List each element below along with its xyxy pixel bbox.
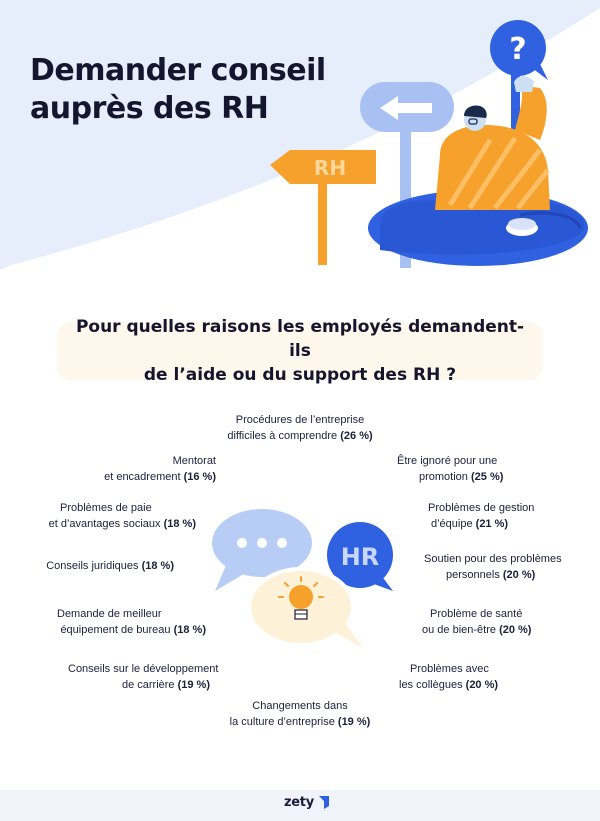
reason-percent: (21 %) bbox=[475, 518, 509, 530]
logo-mark-icon bbox=[317, 796, 329, 809]
reason-text: Procédures de l’entreprise bbox=[235, 414, 365, 426]
reason-text: Mentorat bbox=[172, 455, 216, 467]
reason-text: Conseils sur le développement bbox=[68, 663, 219, 675]
hr-bubble-label: HR bbox=[340, 543, 380, 571]
question-line-2: de l’aide ou du support des RH ? bbox=[143, 365, 457, 385]
reason-mentorat bbox=[40, 453, 216, 485]
reason-text: Soutien pour des problèmes bbox=[424, 553, 562, 565]
title-line-2: auprès des RH bbox=[30, 91, 269, 126]
reason-text: et encadrement bbox=[104, 471, 181, 483]
reason-soutien bbox=[424, 551, 594, 583]
reason-percent: (26 %) bbox=[340, 430, 373, 442]
reason-text: Problèmes de gestion bbox=[428, 502, 535, 514]
arrow-left-icon bbox=[360, 82, 454, 132]
reason-paie bbox=[20, 500, 196, 532]
rh-sign-label: RH bbox=[313, 156, 347, 180]
reason-percent: (20 %) bbox=[465, 679, 499, 691]
zety-logo[interactable] bbox=[284, 795, 329, 810]
reason-text: personnels bbox=[446, 569, 500, 581]
speech-bubbles-illustration bbox=[205, 505, 395, 653]
reason-text: difficiles à comprendre bbox=[227, 430, 338, 442]
reason-percent: (18 %) bbox=[141, 560, 174, 572]
reason-procedures bbox=[190, 412, 410, 444]
reason-text: ou de bien-être bbox=[422, 624, 496, 636]
reason-text: de carrière bbox=[121, 679, 175, 691]
reason-percent: (19 %) bbox=[337, 716, 371, 728]
reason-juridiques bbox=[10, 558, 174, 574]
reason-text: Problème de santé bbox=[430, 608, 523, 620]
question-heading bbox=[57, 317, 543, 385]
reason-text: promotion bbox=[419, 471, 468, 483]
reason-percent: (20 %) bbox=[502, 569, 536, 581]
reason-percent: (16 %) bbox=[183, 471, 216, 483]
reason-text: Être ignoré pour une bbox=[397, 455, 498, 467]
reason-text: Problèmes de paie bbox=[60, 502, 152, 514]
reason-percent: (18 %) bbox=[173, 624, 206, 636]
reason-carriere bbox=[30, 661, 219, 693]
hero-section bbox=[0, 0, 600, 270]
logo-text: zety bbox=[284, 795, 314, 810]
reason-text: Demande de meilleur bbox=[57, 608, 162, 620]
reason-text: équipement de bureau bbox=[60, 624, 171, 636]
reason-text: et d’avantages sociaux bbox=[48, 518, 161, 530]
reason-ignore bbox=[397, 453, 567, 485]
reason-percent: (20 %) bbox=[499, 624, 532, 636]
reason-percent: (19 %) bbox=[177, 679, 210, 691]
reason-text: d’équipe bbox=[431, 518, 473, 530]
reason-collegues bbox=[399, 661, 549, 693]
reason-equipement bbox=[40, 606, 206, 638]
reason-text: la culture d’entreprise bbox=[229, 716, 335, 728]
question-line-1: Pour quelles raisons les employés demandent-ils bbox=[75, 317, 525, 361]
reason-percent: (25 %) bbox=[470, 471, 504, 483]
reason-text: Conseils juridiques bbox=[46, 560, 139, 572]
reason-text: Changements dans bbox=[252, 700, 348, 712]
reason-sante bbox=[422, 606, 582, 638]
reason-text: Problèmes avec bbox=[410, 663, 489, 675]
reason-gestion bbox=[428, 500, 588, 532]
hr-illustration bbox=[0, 0, 600, 270]
svg-text:?: ? bbox=[509, 32, 527, 67]
rh-sign bbox=[270, 150, 376, 184]
reason-percent: (18 %) bbox=[163, 518, 196, 530]
reason-culture bbox=[198, 698, 402, 730]
reason-text: les collègues bbox=[399, 679, 463, 691]
title-line-1: Demander conseil bbox=[30, 53, 326, 88]
